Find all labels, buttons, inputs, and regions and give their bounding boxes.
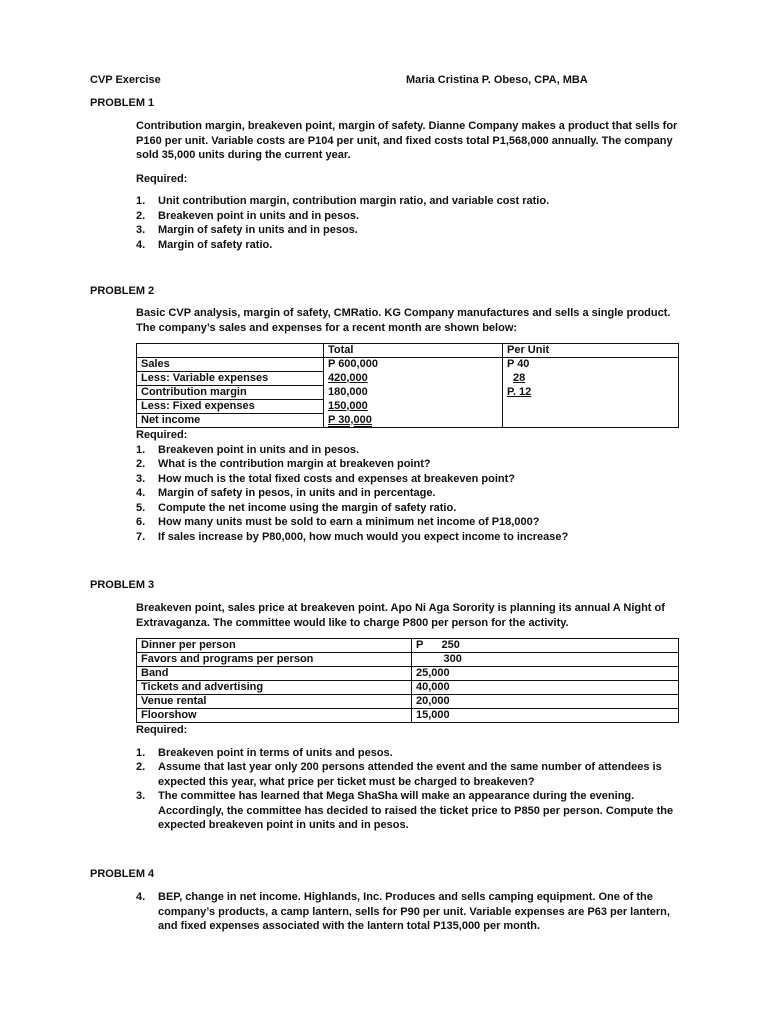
table-row: Floorshow 15,000 <box>137 709 679 723</box>
table-row: Favors and programs per person 300 <box>137 653 679 667</box>
problem-4-title: PROBLEM 4 <box>90 868 155 880</box>
problem-3-paragraph: Breakeven point, sales price at breakeven point. Apo Ni Aga Sorority is planning its annual A Night of Extravaganza. The committee would like to charge P800 per person for the activity. <box>136 602 665 629</box>
list-item: 4. Margin of safety ratio. <box>136 238 273 251</box>
problem-1-section <box>136 119 681 252</box>
problem-3-required: Required: <box>136 724 188 736</box>
list-item: 1. Unit contribution margin, contribution margin ratio, and variable cost ratio. <box>136 195 550 207</box>
problem-2-paragraph: Basic CVP analysis, margin of safety, CMRatio. KG Company manufactures and sells a single product. The company’s sales and expenses for a recent month are shown below: <box>136 307 671 334</box>
problem-1-required: Required: <box>136 172 188 185</box>
problem-2-required: Required: <box>136 429 188 441</box>
problem-2-section <box>136 306 681 544</box>
list-item: 4. Margin of safety in pesos, in units and in percentage. <box>136 487 436 499</box>
problem-1-paragraph: Contribution margin, breakeven point, margin of safety. Dianne Company makes a product that sells for P160 per unit. Variable costs are P104 per unit, and fixed costs total P1,568,000 annually. The company sold 35,000 units during the current year. <box>136 120 678 161</box>
problem-1-title: PROBLEM 1 <box>90 97 155 109</box>
header-total: Total <box>324 344 503 358</box>
table-row: Dinner per person P 250 <box>137 639 679 653</box>
list-item: 3. How much is the total fixed costs and expenses at breakeven point? <box>136 472 515 485</box>
table-row: Venue rental 20,000 <box>137 695 679 709</box>
table-row: Less: Variable expenses 420,000 28 <box>137 372 679 386</box>
problem-1-list <box>136 194 681 252</box>
list-item: 3. Margin of safety in units and in pesos. <box>136 224 358 236</box>
problem-3-title: PROBLEM 3 <box>90 579 155 591</box>
list-item: 1. Breakeven point in terms of units and pesos. <box>136 746 393 759</box>
doc-title: CVP Exercise <box>90 74 161 86</box>
problem-3-list <box>136 746 681 833</box>
list-item: 3. The committee has learned that Mega ShaSha will make an appearance during the evening. Accordingly, the committee has decided to raised the ticket price to P850 per person. Compute the expected breakeven point in units and in pesos. <box>136 790 674 831</box>
sales-expenses-table <box>136 343 679 428</box>
table-row: Tickets and advertising 40,000 <box>137 681 679 695</box>
list-item: 5. Compute the net income using the margin of safety ratio. <box>136 501 457 514</box>
table-row: Less: Fixed expenses 150,000 <box>137 400 679 414</box>
problem-2-list <box>136 443 681 545</box>
list-item: 6. How many units must be sold to earn a minimum net income of P18,000? <box>136 516 540 528</box>
problem-4-list <box>136 890 681 934</box>
list-item: 2. What is the contribution margin at breakeven point? <box>136 458 431 470</box>
doc-author: Maria Cristina P. Obeso, CPA, MBA <box>406 74 588 86</box>
problem-4-section <box>136 890 681 934</box>
table-row: Net income P 30,000 <box>137 414 679 428</box>
list-item: 2. Assume that last year only 200 persons attended the event and the same number of attendees is expected this year, what price per ticket must be charged to breakeven? <box>136 761 662 788</box>
table-row: Band 25,000 <box>137 667 679 681</box>
problem-3-section <box>136 601 681 833</box>
list-item: 7. If sales increase by P80,000, how much would you expect income to increase? <box>136 530 569 543</box>
list-item: 1. Breakeven point in units and in pesos. <box>136 443 360 456</box>
table-row: Sales P 600,000 P 40 <box>137 358 679 372</box>
table-row: Contribution margin 180,000 P. 12 <box>137 386 679 400</box>
list-item: 2. Breakeven point in units and in pesos. <box>136 209 360 222</box>
table-header-row <box>137 344 679 358</box>
event-costs-table <box>136 638 679 723</box>
problem-2-title: PROBLEM 2 <box>90 285 155 297</box>
list-item: 4. BEP, change in net income. Highlands, Inc. Produces and sells camping equipment. One of the company’s products, a camp lantern, sells for P90 per unit. Variable expenses are P63 per lantern, and fixed expenses associated with the lantern total P135,000 per month. <box>136 891 670 932</box>
header-per-unit: Per Unit <box>503 344 679 358</box>
